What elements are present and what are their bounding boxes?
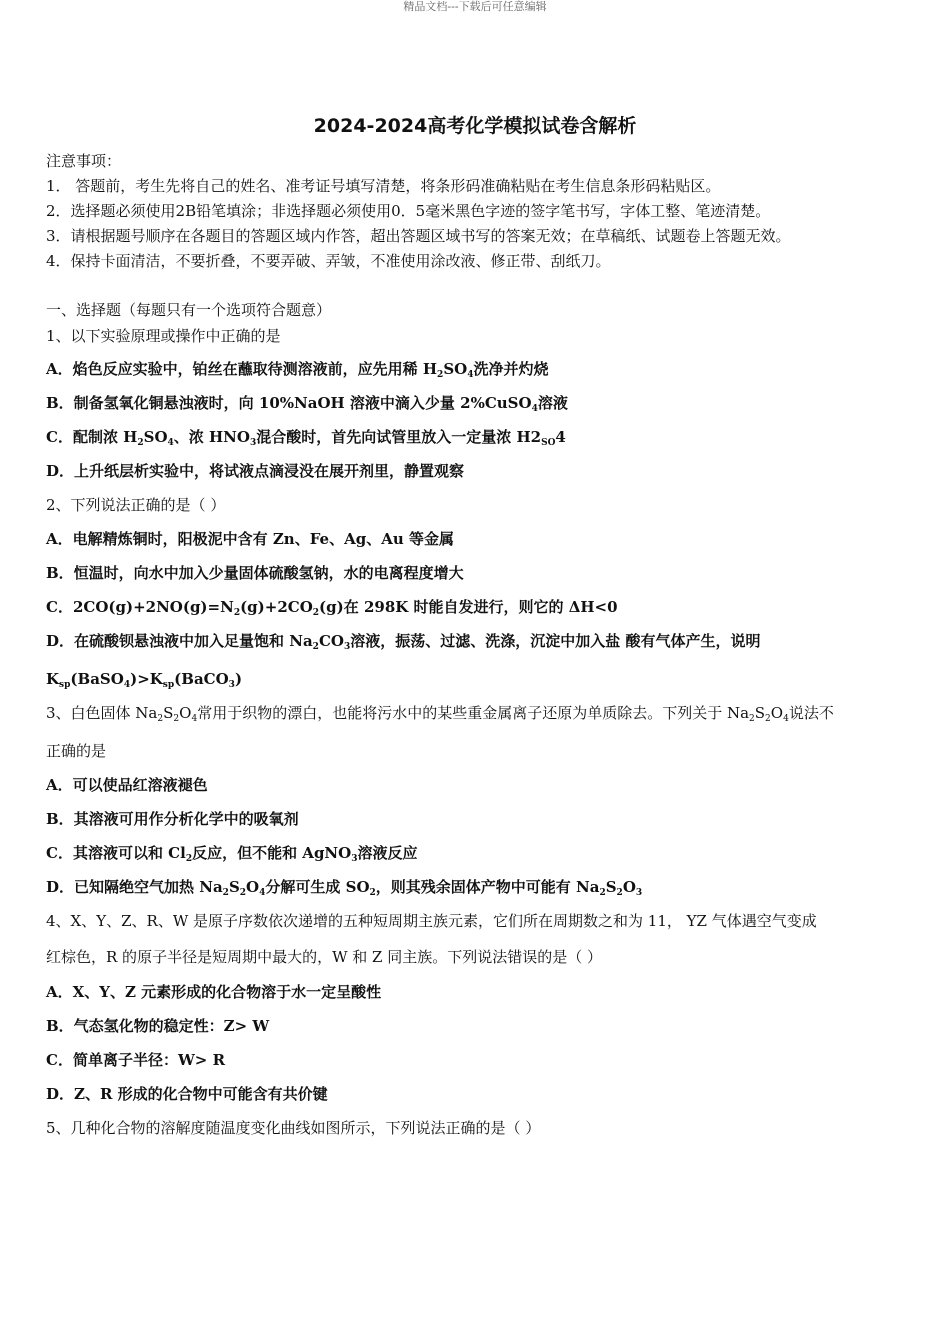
question-2-option-d-continued: $K_{sp}(BaSO_4)>K_{sp}(BaCO_3)$ [46, 670, 243, 690]
question-4-option-a: A．X、Y、Z 元素形成的化合物溶于水一定呈酸性 [46, 983, 382, 1001]
question-1-option-c: C．配制浓 $H_2SO_4$、浓 $HNO_3$混合酸时，首先向试管里放入一定量浓 $H2_{SO}4$ [46, 428, 566, 448]
question-3-option-a: A．可以使品红溶液褪色 [46, 776, 208, 794]
question-2-option-b: B．恒温时，向水中加入少量固体硫酸氢钠，水的电离程度增大 [46, 564, 464, 582]
question-1-option-a: A．焰色反应实验中，铂丝在蘸取待测溶液前，应先用稀 $H_2SO_4$洗净并灼烧 [46, 360, 549, 380]
question-2-option-d: D．在硫酸钡悬浊液中加入足量饱和 $Na_2CO_3$溶液，振荡、过滤、洗涤，沉淀中加入盐 酸有气体产生，说明 [46, 632, 761, 652]
note-item-4: 4．保持卡面清洁，不要折叠，不要弄破、弄皱，不准使用涂改液、修正带、刮纸刀。 [46, 252, 611, 270]
note-item-1: 1． 答题前，考生先将自己的姓名、准考证号填写清楚，将条形码准确粘贴在考生信息条形码粘贴区。 [46, 177, 721, 195]
question-1-option-d: D．上升纸层析实验中，将试液点滴浸没在展开剂里，静置观察 [46, 462, 465, 480]
question-2-option-a: A．电解精炼铜时，阳极泥中含有 Zn、Fe、Ag、Au 等金属 [46, 530, 454, 548]
question-3-stem-continued: 正确的是 [46, 742, 107, 760]
page-watermark: 精品文档---下载后可任意编辑 [403, 0, 547, 13]
question-2-option-c: C．$2CO(g)+2NO(g)=N_2(g)+2CO_2(g)$在 298K 时能自发进行，则它的 ΔH<0 [46, 598, 618, 618]
question-3-option-b: B．其溶液可用作分析化学中的吸氧剂 [46, 810, 299, 828]
question-4-stem-continued: 红棕色，R 的原子半径是短周期中最大的，W 和 Z 同主族。下列说法错误的是（ ） [46, 948, 602, 966]
question-1-stem: 1、以下实验原理或操作中正确的是 [46, 327, 281, 345]
question-3-option-c: C．其溶液可以和 $Cl_2$反应，但不能和 AgNO$_3$溶液反应 [46, 844, 418, 864]
document-title: 2024-2024高考化学模拟试卷含解析 [313, 115, 637, 137]
note-item-2: 2．选择题必须使用2B铅笔填涂；非选择题必须使用0．5毫米黑色字迹的签字笔书写，字体工整、笔迹清楚。 [46, 202, 771, 220]
question-2-stem: 2、下列说法正确的是（ ） [46, 496, 226, 514]
question-3-option-d: D．已知隔绝空气加热 $Na_2S_2O_4$分解可生成 $SO_2$，则其残余固体产物中可能有 $Na_2S_2O_3$ [46, 878, 643, 898]
section-heading: 一、选择题（每题只有一个选项符合题意） [46, 301, 332, 319]
question-4-stem: 4、X、Y、Z、R、W 是原子序数依次递增的五种短周期主族元素，它们所在周期数之和为 11， YZ 气体遇空气变成 [46, 912, 817, 930]
question-4-option-b: B．气态氢化物的稳定性：Z> W [46, 1017, 270, 1035]
question-5-stem: 5、几种化合物的溶解度随温度变化曲线如图所示，下列说法正确的是（ ） [46, 1119, 541, 1137]
question-4-option-c: C．简单离子半径：W> R [46, 1051, 226, 1069]
question-4-option-d: D．Z、R 形成的化合物中可能含有共价键 [46, 1085, 328, 1103]
note-item-3: 3．请根据题号顺序在各题目的答题区域内作答，超出答题区域书写的答案无效；在草稿纸、试题卷上答题无效。 [46, 227, 791, 245]
notes-heading: 注意事项： [46, 152, 122, 170]
question-3-stem: 3、白色固体 $Na_2S_2O_4$常用于织物的漂白，也能将污水中的某些重金属离子还原为单质除去。下列关于 $Na_2S_2O_4$说法不 [46, 704, 834, 724]
question-1-option-b: B．制备氢氧化铜悬浊液时，向 10%NaOH 溶液中滴入少量 2%CuSO$_4$溶液 [46, 394, 568, 414]
